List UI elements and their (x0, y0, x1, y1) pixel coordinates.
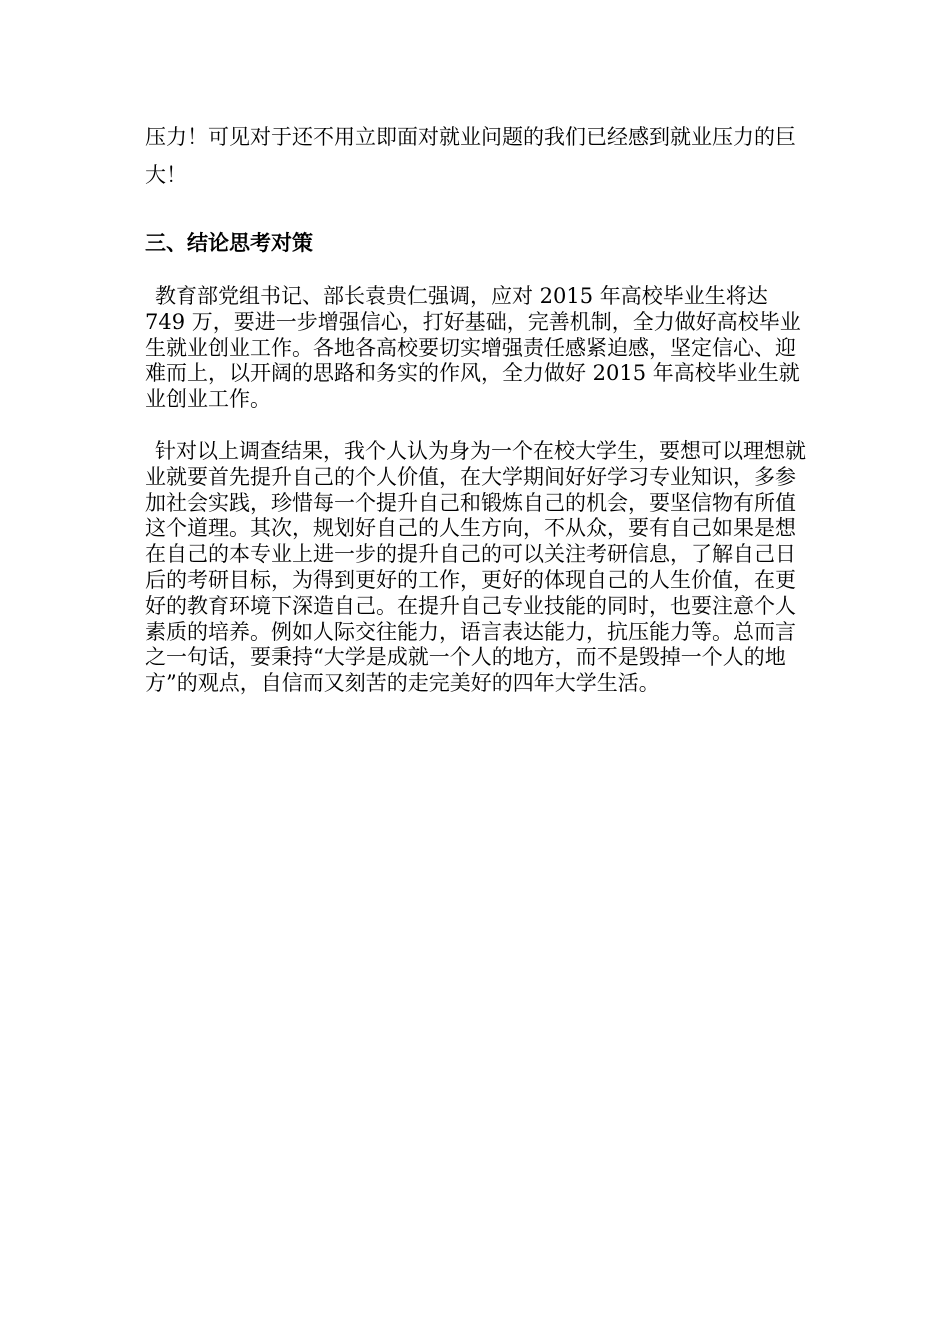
body-paragraph-2: 针对以上调查结果，我个人认为身为一个在校大学生，要想可以理想就业就要首先提升自己的个人价值，在大学期间好好学习专业知识，多参加社会实践，珍惜每一个提升自己和锻炼自己的机会，要坚信物有所值这个道理。其次，规划好自己的人生方向，不从众，要有自己如果是想在自己的本专业上进一步的提升自己的可以关注考研信息，了解自己日后的考研目标，为得到更好的工作，更好的体现自己的人生价值，在更好的教育环境下深造自己。在提升自己专业技能的同时，也要注意个人素质的培养。例如人际交往能力，语言表达能力，抗压能力等。总而言之一句话，要秉持“大学是成就一个人的地方，而不是毁掉一个人的地方”的观点，自信而又刻苦的走完美好的四年大学生活。 (145, 438, 806, 696)
section-heading: 三、结论思考对策 (145, 231, 313, 255)
document-body (145, 118, 810, 697)
body-paragraph-1: 教育部党组书记、部长袁贵仁强调，应对 2015 年高校毕业生将达 749 万，要进一步增强信心，打好基础，完善机制，全力做好高校毕业生就业创业工作。各地各高校要切实增强责任感紧迫感，坚定信心、迎难而上，以开阔的思路和务实的作风，全力做好 2015 年高校毕业生就业创业工作。 (145, 284, 801, 412)
intro-paragraph: 压力！可见对于还不用立即面对就业问题的我们已经感到就业压力的巨大！ (145, 125, 796, 187)
